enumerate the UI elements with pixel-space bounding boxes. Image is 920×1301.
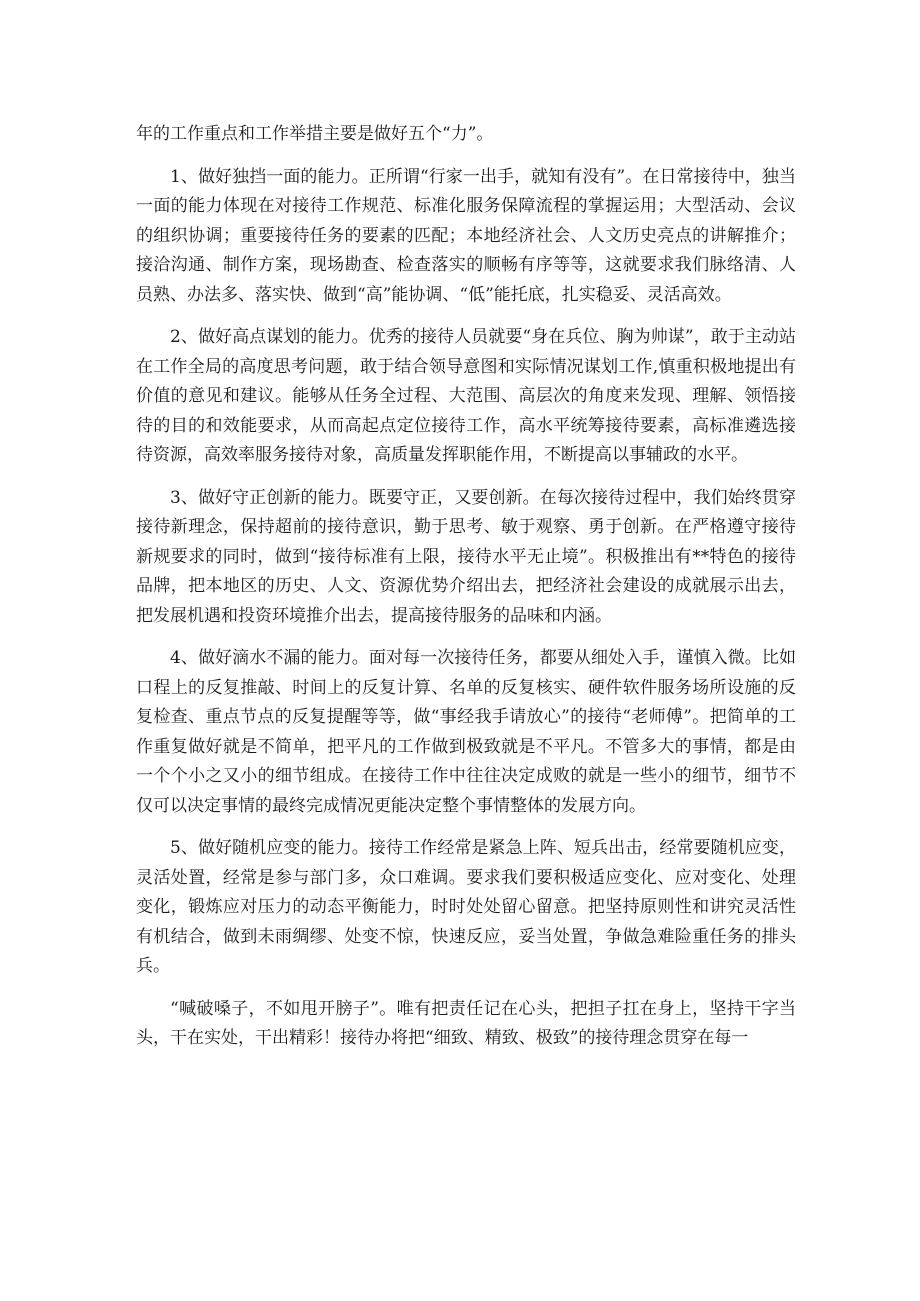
paragraph-point-2: 2、做好高点谋划的能力。优秀的接待人员就要“身在兵位、胸为帅谋”，敢于主动站在工作全局的高度思考问题，敢于结合领导意图和实际情况谋划工作,慎重积极地提出有价值的意见和建议。能够从任务全过程、大范围、高层次的角度来发现、理解、领悟接待的目的和效能要求，从而高起点定位接待工作，高水平统筹接待要素，高标准遴选接待资源，高效率服务接待对象，高质量发挥职能作用，不断提高以事辅政的水平。 — [136, 327, 796, 465]
paragraph-point-1: 1、做好独挡一面的能力。正所谓“行家一出手，就知有没有”。在日常接待中，独当一面的能力体现在对接待工作规范、标准化服务保障流程的掌握运用；大型活动、会议的组织协调；重要接待任务的要素的匹配；本地经济社会、人文历史亮点的讲解推介；接洽沟通、制作方案，现场勘查、检查落实的顺畅有序等等，这就要求我们脉络清、人员熟、办法多、落实快、做到“高”能协调、“低”能托底，扎实稳妥、灵活高效。 — [136, 166, 796, 305]
paragraph-intro: 年的工作重点和工作举措主要是做好五个“力”。 — [136, 124, 494, 144]
document-page — [136, 120, 796, 1067]
paragraph-point-4: 4、做好滴水不漏的能力。面对每一次接待任务，都要从细处入手，谨慎入微。比如口程上的反复推敲、时间上的反复计算、名单的反复核实、硬件软件服务场所设施的反复检查、重点节点的反复提醒等等，做“事经我手请放心”的接待“老师傅”。把简单的工作重复做好就是不简单，把平凡的工作做到极致就是不平凡。不管多大的事情，都是由一个个小之又小的细节组成。在接待工作中往往决定成败的就是一些小的细节，细节不仅可以决定事情的最终完成情况更能决定整个事情整体的发展方向。 — [136, 648, 796, 816]
paragraph-point-5: 5、做好随机应变的能力。接待工作经常是紧急上阵、短兵出击，经常要随机应变，灵活处置，经常是参与部门多，众口难调。要求我们要积极适应变化、应对变化、处理变化，锻炼应对压力的动态平衡能力，时时处处留心留意。把坚持原则性和讲究灵活性有机结合，做到未雨绸缪、处变不惊，快速反应，妥当处置，争做急难险重任务的排头兵。 — [136, 838, 796, 976]
paragraph-closing: “喊破嗓子，不如甩开膀子”。唯有把责任记在心头，把担子扛在身上，坚持干字当头，干在实处，干出精彩！接待办将把“细致、精致、极致”的接待理念贯穿在每一 — [136, 998, 796, 1048]
paragraph-point-3: 3、做好守正创新的能力。既要守正，又要创新。在每次接待过程中，我们始终贯穿接待新理念，保持超前的接待意识，勤于思考、敏于观察、勇于创新。在严格遵守接待新规要求的同时，做到“接待标准有上限，接待水平无止境”。积极推出有**特色的接待品牌，把本地区的历史、人文、资源优势介绍出去，把经济社会建设的成就展示出去，把发展机遇和投资环境推介出去，提高接待服务的品味和内涵。 — [136, 487, 796, 626]
